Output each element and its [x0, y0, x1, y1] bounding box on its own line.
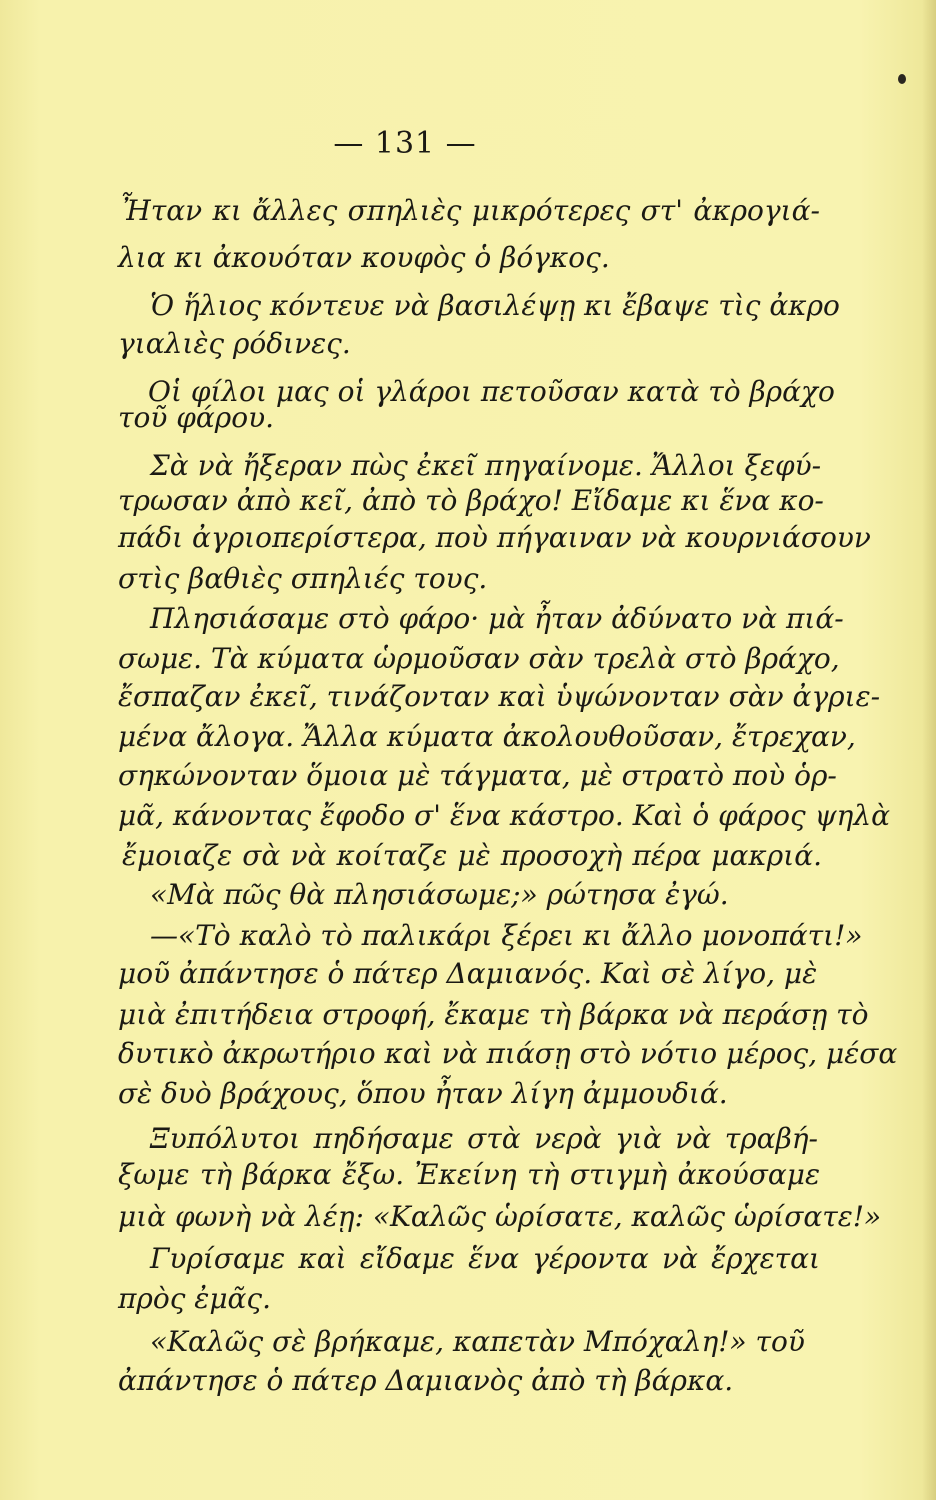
text-line-21: μιὰ ἐπιτήδεια στροφή, ἔκαμε τὴ βάρκα νὰ περάσῃ τὸ [118, 998, 869, 1031]
text-line-5: Οἱ φίλοι μας οἱ γλάροι πετοῦσαν κατὰ τὸ βράχο [148, 375, 835, 408]
text-line-15: σηκώνονταν ὅμοια μὲ τάγματα, μὲ στρατὸ ποὺ ὁρ- [118, 759, 837, 792]
text-line-6: τοῦ φάρου. [118, 401, 275, 434]
text-line-30: ἀπάντησε ὁ πάτερ Δαμιανὸς ἀπὸ τὴ βάρκα. [118, 1364, 734, 1397]
text-line-23: σὲ δυὸ βράχους, ὅπου ἦταν λίγη ἀμμουδιά. [118, 1077, 728, 1110]
text-line-17: ἔμοιαζε σὰ νὰ κοίταζε μὲ προσοχὴ πέρα μακριά. [122, 839, 822, 872]
text-line-29: «Καλῶς σὲ βρήκαμε, καπετὰν Μπόχαλη!» τοῦ [150, 1325, 805, 1358]
text-line-16: μᾶ, κάνοντας ἔφοδο σ' ἕνα κάστρο. Καὶ ὁ φάρος ψηλὰ [118, 799, 890, 832]
text-line-24: Ξυπόλυτοι πηδήσαμε στὰ νερὰ γιὰ νὰ τραβή- [150, 1122, 818, 1155]
text-line-28: πρὸς ἐμᾶς. [118, 1282, 272, 1315]
text-line-7: Σὰ νὰ ἤξεραν πὼς ἐκεῖ πηγαίνομε. Ἄλλοι ξεφύ- [150, 449, 822, 482]
text-line-19: —«Τὸ καλὸ τὸ παλικάρι ξέρει κι ἄλλο μονοπάτι!» [150, 919, 863, 952]
text-line-27: Γυρίσαμε καὶ εἴδαμε ἕνα γέροντα νὰ ἔρχεται [150, 1242, 820, 1275]
text-line-1: Ἦταν κι ἄλλες σπηλιὲς μικρότερες στ' ἀκρογιά- [120, 194, 820, 227]
text-line-18: «Μὰ πῶς θὰ πλησιάσωμε;» ρώτησα ἐγώ. [150, 878, 729, 911]
text-line-12: σωμε. Τὰ κύματα ὡρμοῦσαν σὰν τρελὰ στὸ βράχο, [118, 642, 840, 675]
text-line-26: μιὰ φωνὴ νὰ λέῃ: «Καλῶς ὡρίσατε, καλῶς ὡρίσατε!» [118, 1200, 882, 1233]
ink-spot [898, 74, 906, 84]
text-line-14: μένα ἄλογα. Ἄλλα κύματα ἀκολουθοῦσαν, ἔτρεχαν, [118, 720, 856, 753]
text-line-3: Ὁ ἥλιος κόντευε νὰ βασιλέψῃ κι ἔβαψε τὶς ἀκρο [150, 289, 840, 322]
page-edge-shadow [922, 0, 936, 1500]
text-line-9: πάδι ἀγριοπερίστερα, ποὺ πήγαιναν νὰ κουρνιάσουν [118, 521, 871, 554]
text-line-2: λια κι ἀκουόταν κουφὸς ὁ βόγκος. [118, 241, 610, 274]
text-line-8: τρωσαν ἀπὸ κεῖ, ἀπὸ τὸ βράχο! Εἴδαμε κι ἕνα κο- [118, 484, 824, 517]
text-line-4: γιαλιὲς ρόδινες. [118, 327, 351, 360]
text-line-22: δυτικὸ ἀκρωτήριο καὶ νὰ πιάσῃ στὸ νότιο μέρος, μέσα [118, 1037, 898, 1070]
page-number: — 131 — [333, 126, 477, 161]
text-line-13: ἔσπαζαν ἐκεῖ, τινάζονταν καὶ ὑψώνονταν σὰν ἀγριε- [118, 680, 881, 713]
text-line-10: στὶς βαθιὲς σπηλιές τους. [118, 562, 488, 595]
text-line-11: Πλησιάσαμε στὸ φάρο· μὰ ἦταν ἀδύνατο νὰ πιά- [150, 602, 844, 635]
text-line-25: ξωμε τὴ βάρκα ἔξω. Ἐκείνη τὴ στιγμὴ ἀκούσαμε [118, 1158, 820, 1191]
text-line-20: μοῦ ἀπάντησε ὁ πάτερ Δαμιανός. Καὶ σὲ λίγο, μὲ [118, 957, 818, 990]
